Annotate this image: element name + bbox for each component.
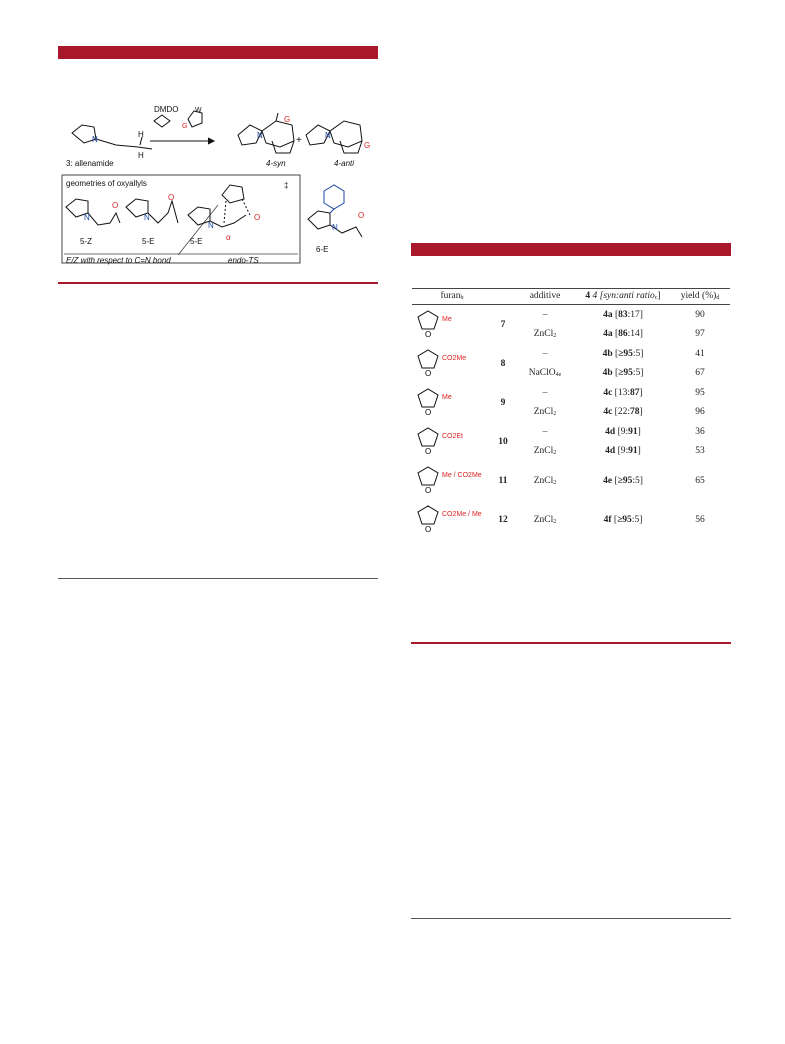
additive-cell: – (542, 309, 548, 320)
col-furan: furan$^b$ (412, 289, 492, 305)
o-label-ts: O (254, 213, 261, 222)
furan-substituent: Me / CO2Me (442, 472, 482, 479)
n-label-6e: N (332, 223, 338, 232)
alpha-label: α (226, 233, 231, 242)
svg-text:O: O (425, 330, 432, 339)
left-bottom-rule (58, 578, 378, 579)
yield-cell: 53 (695, 446, 705, 457)
endo-ts-label: endo-TS (228, 256, 259, 265)
dmdo-label: DMDO (154, 105, 179, 114)
col-entry (492, 289, 514, 305)
h-label-a: H (138, 130, 144, 139)
table-row (412, 461, 730, 500)
furan-cell (412, 422, 492, 461)
furan-substituent: CO2Et (442, 433, 464, 440)
yield-cell: 90 (695, 309, 705, 320)
results-table (412, 288, 730, 539)
n-label-5z: N (84, 213, 90, 222)
footnote-ez: E/Z with respect to C=N bond (66, 256, 171, 265)
yield-cell: 67 (695, 368, 705, 379)
plus-label: + (296, 135, 302, 146)
furan-substituent: Me (442, 316, 452, 323)
product-ratio-cell: 4a [83:17] (603, 309, 643, 320)
furan-cell (412, 500, 492, 539)
additive-cell: ZnCl$_2$ (533, 446, 557, 457)
n-label-5e: N (144, 213, 150, 222)
reaction-scheme (58, 95, 380, 265)
g-label-syn: G (284, 115, 291, 124)
allenamide-label: 3: allenamide (66, 159, 114, 168)
col-yield: yield (%)$^d$ (670, 289, 730, 305)
entry-number: 12 (498, 514, 508, 525)
additive-cell: ZnCl$_2$ (533, 514, 557, 525)
o-label-5e: O (168, 193, 175, 202)
o-label-6e: O (358, 211, 365, 220)
label-6e: 6-E (316, 245, 329, 254)
furan-structure (412, 461, 492, 497)
additive-cell: ZnCl$_2$ (533, 407, 557, 418)
furan-structure (412, 383, 492, 419)
entry-number: 11 (498, 475, 508, 486)
o-label-5z: O (112, 201, 119, 210)
additive-cell: – (542, 348, 548, 359)
svg-text:O: O (425, 408, 432, 417)
svg-text:O: O (425, 525, 432, 534)
w-label: W (195, 107, 202, 114)
g-label-reagent: G (182, 123, 188, 130)
furan-structure (412, 500, 492, 536)
product-ratio-cell: 4d [9:91] (605, 426, 641, 437)
furan-structure (412, 344, 492, 380)
additive-cell: NaClO$_4^e$ (528, 368, 562, 379)
h-label-b: H (138, 151, 144, 160)
col-additive: additive (514, 289, 576, 305)
table-row (412, 305, 730, 325)
right-bottom-rule (411, 918, 731, 919)
product-ratio-cell: 4b [≥95:5] (602, 348, 644, 359)
entry-number: 8 (500, 358, 506, 369)
label-5e-b: 5-E (190, 237, 203, 246)
entry-number: 9 (500, 397, 506, 408)
table-row (412, 422, 730, 442)
yield-cell: 97 (695, 329, 705, 340)
n-label-3: N (92, 135, 98, 144)
yield-cell: 96 (695, 407, 705, 418)
label-4-anti: 4-anti (334, 159, 355, 168)
furan-structure (412, 422, 492, 458)
entry-number: 7 (500, 319, 506, 330)
furan-substituent: CO2Me / Me (442, 511, 482, 518)
svg-text:O: O (425, 369, 432, 378)
additive-cell: – (542, 426, 548, 437)
label-4-syn: 4-syn (266, 159, 286, 168)
product-ratio-cell: 4e [≥95:5] (603, 475, 643, 486)
scheme-bottom-rule (58, 282, 378, 284)
scheme-header-bar (58, 46, 378, 59)
furan-substituent: Me (442, 394, 452, 401)
table-row (412, 500, 730, 539)
label-5z: 5-Z (80, 237, 92, 246)
yield-cell: 36 (695, 426, 705, 437)
yield-cell: 95 (695, 387, 705, 398)
g-label-anti: G (364, 141, 371, 150)
n-label-syn: N (257, 131, 263, 140)
table-bottom-rule (411, 642, 731, 644)
svg-text:O: O (425, 486, 432, 495)
box-title: geometries of oxyallyls (66, 179, 147, 188)
yield-cell: 56 (695, 514, 705, 525)
yield-cell: 41 (695, 348, 705, 359)
table-row (412, 383, 730, 403)
table-header-bar (411, 243, 731, 256)
additive-cell: ZnCl$_2$ (533, 329, 557, 340)
product-ratio-cell: 4c [22:78] (603, 407, 643, 418)
table-header-row (412, 289, 730, 305)
n-label-anti: N (325, 131, 331, 140)
furan-cell (412, 383, 492, 422)
col-product: 4 4 [syn:anti ratio$^c$] (576, 289, 670, 305)
furan-cell (412, 461, 492, 500)
additive-cell: – (542, 387, 548, 398)
product-ratio-cell: 4a [86:14] (603, 329, 643, 340)
furan-cell (412, 305, 492, 345)
table-row (412, 344, 730, 364)
svg-text:O: O (425, 447, 432, 456)
product-ratio-cell: 4d [9:91] (605, 446, 641, 457)
yield-cell: 65 (695, 475, 705, 486)
additive-cell: ZnCl$_2$ (533, 475, 557, 486)
dagger-label: ‡ (284, 181, 289, 190)
label-5e-a: 5-E (142, 237, 155, 246)
product-ratio-cell: 4f [≥95:5] (603, 514, 643, 525)
furan-structure (412, 305, 492, 341)
furan-substituent: CO2Me (442, 355, 467, 362)
product-ratio-cell: 4b [≥95:5] (602, 368, 644, 379)
n-label-ts: N (208, 221, 214, 230)
entry-number: 10 (498, 436, 508, 447)
furan-cell (412, 344, 492, 383)
product-ratio-cell: 4c [13:87] (603, 387, 643, 398)
